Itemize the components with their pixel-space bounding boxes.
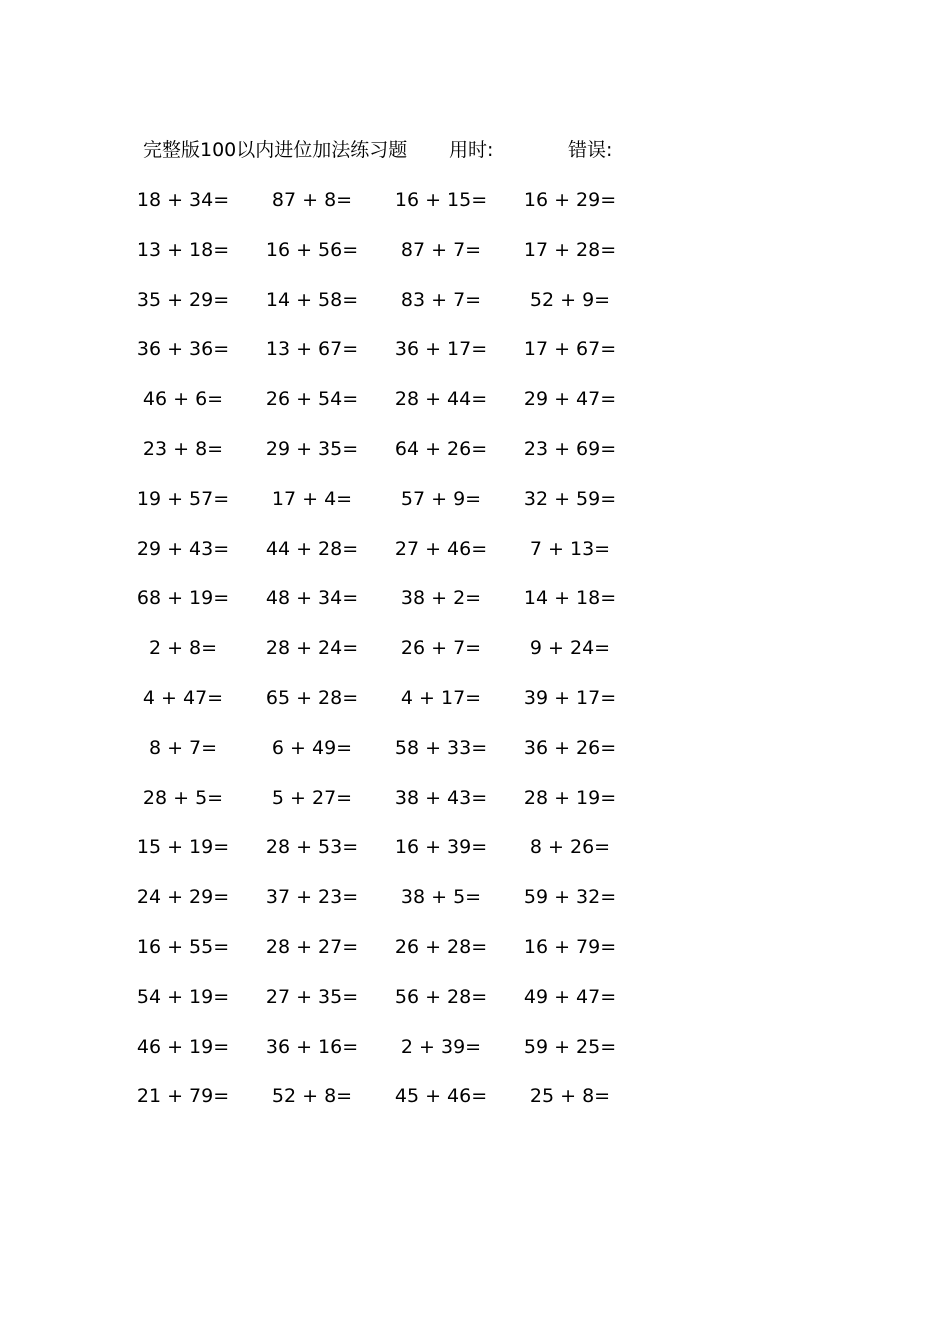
problem-row [0, 583, 950, 633]
problem-item: 21 + 79= [136, 1085, 230, 1108]
problem-item: 38 + 5= [400, 886, 482, 909]
problem-item: 17 + 4= [271, 487, 353, 510]
problem-item: 36 + 16= [265, 1035, 359, 1058]
problem-item: 29 + 35= [265, 437, 359, 460]
problem-row [0, 832, 950, 882]
worksheet-title: 完整版100以内进位加法练习题 [143, 139, 408, 161]
problem-item: 52 + 8= [271, 1085, 353, 1108]
problem-item: 57 + 9= [400, 487, 482, 510]
problem-item: 37 + 23= [265, 886, 359, 909]
problem-item: 27 + 35= [265, 985, 359, 1008]
problem-item: 83 + 7= [400, 288, 482, 311]
problem-row [0, 882, 950, 932]
problem-item: 28 + 19= [523, 786, 617, 809]
problem-item: 8 + 7= [148, 736, 218, 759]
problem-item: 48 + 34= [265, 587, 359, 610]
problem-item: 64 + 26= [394, 437, 488, 460]
problem-item: 36 + 26= [523, 736, 617, 759]
problem-row [0, 235, 950, 285]
problem-item: 59 + 25= [523, 1035, 617, 1058]
problem-row [0, 384, 950, 434]
problem-row [0, 932, 950, 982]
time-label: 用时: [449, 139, 494, 161]
problem-item: 38 + 2= [400, 587, 482, 610]
problem-row [0, 484, 950, 534]
problem-item: 35 + 29= [136, 288, 230, 311]
problem-item: 28 + 27= [265, 935, 359, 958]
problem-item: 56 + 28= [394, 985, 488, 1008]
problem-row [0, 733, 950, 783]
problem-item: 25 + 8= [529, 1085, 611, 1108]
problem-item: 2 + 39= [400, 1035, 482, 1058]
problem-item: 58 + 33= [394, 736, 488, 759]
problem-item: 26 + 7= [400, 637, 482, 660]
problem-item: 16 + 39= [394, 836, 488, 859]
problem-item: 54 + 19= [136, 985, 230, 1008]
problem-item: 39 + 17= [523, 686, 617, 709]
errors-label: 错误: [568, 139, 613, 161]
problem-row [0, 1032, 950, 1082]
problem-item: 26 + 54= [265, 388, 359, 411]
problem-item: 29 + 43= [136, 537, 230, 560]
problem-item: 32 + 59= [523, 487, 617, 510]
problem-item: 15 + 19= [136, 836, 230, 859]
problem-item: 16 + 56= [265, 238, 359, 261]
problem-item: 13 + 18= [136, 238, 230, 261]
problem-item: 7 + 13= [529, 537, 611, 560]
problem-item: 65 + 28= [265, 686, 359, 709]
problem-item: 44 + 28= [265, 537, 359, 560]
problem-item: 18 + 34= [136, 189, 230, 211]
problem-item: 23 + 69= [523, 437, 617, 460]
problem-item: 4 + 17= [400, 686, 482, 709]
problem-item: 27 + 46= [394, 537, 488, 560]
problem-item: 16 + 15= [394, 189, 488, 211]
problem-row [0, 334, 950, 384]
problem-item: 14 + 58= [265, 288, 359, 311]
problem-row [0, 185, 950, 235]
problem-item: 28 + 44= [394, 388, 488, 411]
problem-row [0, 1081, 950, 1131]
problem-item: 24 + 29= [136, 886, 230, 909]
problem-item: 59 + 32= [523, 886, 617, 909]
problem-item: 28 + 53= [265, 836, 359, 859]
problem-item: 17 + 28= [523, 238, 617, 261]
problem-item: 36 + 17= [394, 338, 488, 361]
problem-item: 6 + 49= [271, 736, 353, 759]
problem-row [0, 434, 950, 484]
problem-item: 13 + 67= [265, 338, 359, 361]
problem-row [0, 783, 950, 833]
problem-item: 87 + 8= [271, 189, 353, 211]
problem-item: 46 + 6= [142, 388, 224, 411]
problem-item: 17 + 67= [523, 338, 617, 361]
problem-item: 9 + 24= [529, 637, 611, 660]
problem-row [0, 683, 950, 733]
problem-item: 4 + 47= [142, 686, 224, 709]
problem-item: 2 + 8= [148, 637, 218, 660]
problem-item: 19 + 57= [136, 487, 230, 510]
problem-item: 14 + 18= [523, 587, 617, 610]
problem-item: 46 + 19= [136, 1035, 230, 1058]
problem-item: 38 + 43= [394, 786, 488, 809]
problem-item: 5 + 27= [271, 786, 353, 809]
problem-item: 16 + 79= [523, 935, 617, 958]
problem-row [0, 534, 950, 584]
problem-grid [0, 185, 950, 1131]
problem-row [0, 982, 950, 1032]
problem-item: 16 + 55= [136, 935, 230, 958]
problem-row [0, 285, 950, 335]
problem-item: 68 + 19= [136, 587, 230, 610]
problem-item: 28 + 5= [142, 786, 224, 809]
problem-item: 26 + 28= [394, 935, 488, 958]
problem-item: 8 + 26= [529, 836, 611, 859]
problem-item: 16 + 29= [523, 189, 617, 211]
problem-item: 23 + 8= [142, 437, 224, 460]
problem-item: 49 + 47= [523, 985, 617, 1008]
problem-item: 28 + 24= [265, 637, 359, 660]
problem-item: 45 + 46= [394, 1085, 488, 1108]
problem-item: 52 + 9= [529, 288, 611, 311]
problem-item: 36 + 36= [136, 338, 230, 361]
problem-item: 87 + 7= [400, 238, 482, 261]
problem-row [0, 633, 950, 683]
problem-item: 29 + 47= [523, 388, 617, 411]
